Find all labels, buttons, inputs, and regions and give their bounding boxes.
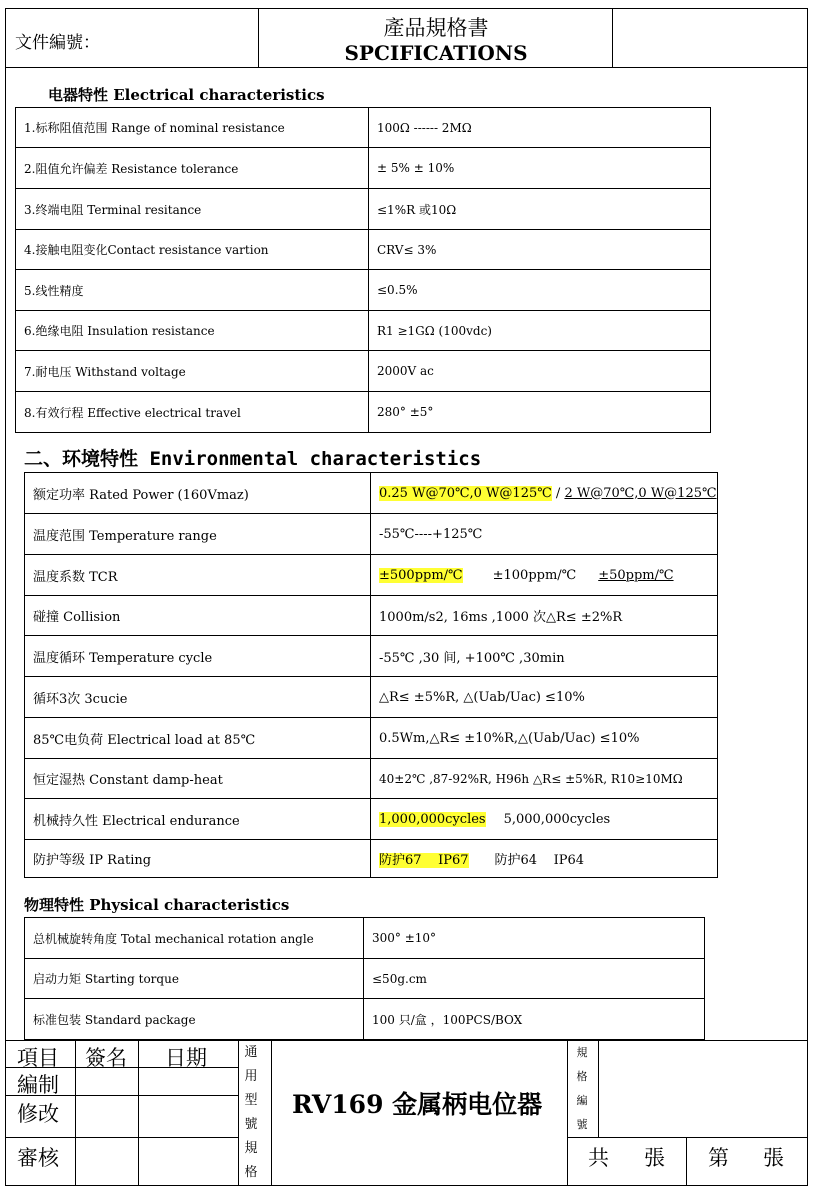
row-value: CRV≤ 3% <box>369 230 711 270</box>
row-value: 2000V ac <box>369 351 711 392</box>
table-row <box>25 840 718 878</box>
row-label: 温度循环 Temperature cycle <box>25 636 371 677</box>
physical-section-title: 物理特性 Physical characteristics <box>24 896 290 914</box>
table-row <box>16 351 711 392</box>
sheet-label-2: 張 <box>763 1146 784 1170</box>
table-row <box>16 189 711 230</box>
highlight-value: 防护67 IP67 <box>379 853 469 868</box>
electrical-table <box>15 107 711 433</box>
row-label: 总机械旋转角度 Total mechanical rotation angle <box>25 918 364 959</box>
row-label: 6.绝缘电阻 Insulation resistance <box>16 311 369 351</box>
value-separator: / <box>551 485 565 501</box>
row-value: 0.5Wm,△R≤ ±10%R,△(Uab/Uac) ≤10% <box>371 718 718 759</box>
row-label: 1.标称阻值范围 Range of nominal resistance <box>16 108 369 148</box>
row-value: -55℃ ,30 间, +100℃ ,30min <box>371 636 718 677</box>
row-value: ± 5% ± 10% <box>369 148 711 189</box>
row-value: 1000m/s2, 16ms ,1000 次△R≤ ±2%R <box>371 596 718 636</box>
row-label: 恒定湿热 Constant damp-heat <box>25 759 371 799</box>
row-label: 温度系数 TCR <box>25 555 371 596</box>
header-divider <box>5 67 808 68</box>
footer-date-label: 日期 <box>165 1046 207 1070</box>
footer-compile-label: 編制 <box>17 1073 59 1097</box>
highlight-value: 0.25 W@70℃,0 W@125℃ <box>379 485 552 501</box>
doc-title-en: SPCIFICATIONS <box>344 41 528 65</box>
row-value: 300° ±10° <box>364 918 705 959</box>
footer-line <box>5 1137 238 1138</box>
row-label: 额定功率 Rated Power (160Vmaz) <box>25 473 371 514</box>
row-label: 启动力矩 Starting torque <box>25 959 364 999</box>
ip-option: 防护64 IP64 <box>494 853 584 868</box>
footer-vline <box>567 1040 568 1186</box>
row-value: ≤1%R 或10Ω <box>369 189 711 230</box>
row-value: 100 只/盒 ，100PCS/BOX <box>364 999 705 1040</box>
row-label: 85℃电负荷 Electrical load at 85℃ <box>25 718 371 759</box>
physical-table <box>24 917 705 1040</box>
row-value: 280° ±5° <box>369 392 711 433</box>
spec-char: 號 <box>576 1118 588 1131</box>
spec-char: 編 <box>576 1094 588 1107</box>
table-row <box>25 473 718 514</box>
footer-vline <box>75 1040 76 1186</box>
row-label: 2.阻值允许偏差 Resistance tolerance <box>16 148 369 189</box>
table-row <box>16 230 711 270</box>
table-row <box>16 270 711 311</box>
row-label: 机械持久性 Electrical endurance <box>25 799 371 840</box>
doc-title-cn: 產品規格書 <box>383 16 489 40</box>
spec-char: 格 <box>576 1070 588 1083</box>
table-row <box>25 918 705 959</box>
product-title: RV169 金属柄电位器 <box>292 1090 543 1119</box>
table-row <box>25 799 718 840</box>
underlined-value: ±50ppm/℃ <box>598 567 674 583</box>
row-value: ≤50g.cm <box>364 959 705 999</box>
row-label: 7.耐电压 Withstand voltage <box>16 351 369 392</box>
table-row <box>16 392 711 433</box>
footer-sign-label: 簽名 <box>85 1046 127 1070</box>
row-label: 防护等级 IP Rating <box>25 840 371 878</box>
model-char: 型 <box>244 1093 258 1108</box>
row-value: R1 ≥1GΩ (100vdc) <box>369 311 711 351</box>
footer-top-line <box>5 1040 808 1041</box>
table-row <box>25 636 718 677</box>
underlined-value: 2 W@70℃,0 W@125℃ <box>564 485 717 501</box>
footer-vline <box>598 1040 599 1137</box>
table-row <box>25 514 718 555</box>
model-char: 通 <box>244 1045 258 1060</box>
footer-audit-label: 審核 <box>17 1146 59 1170</box>
table-row <box>25 718 718 759</box>
row-value <box>371 840 718 878</box>
environmental-section-title: 二、环境特性 Environmental characteristics <box>24 448 482 470</box>
model-char: 格 <box>244 1165 258 1180</box>
environmental-table <box>24 472 718 878</box>
row-value: ≤0.5% <box>369 270 711 311</box>
model-char: 規 <box>244 1141 258 1156</box>
footer-vline <box>271 1040 272 1186</box>
model-char: 號 <box>244 1117 258 1132</box>
model-char: 用 <box>244 1069 258 1084</box>
highlight-value: 1,000,000cycles <box>379 811 486 827</box>
spec-char: 規 <box>576 1046 588 1059</box>
table-row <box>25 596 718 636</box>
row-label: 5.线性精度 <box>16 270 369 311</box>
row-label: 循环3次 3cucie <box>25 677 371 718</box>
nth-label: 第 <box>708 1146 729 1170</box>
table-row <box>25 959 705 999</box>
total-label: 共 <box>588 1146 609 1170</box>
row-label: 3.终端电阻 Terminal resitance <box>16 189 369 230</box>
row-value <box>371 555 718 596</box>
table-row <box>16 108 711 148</box>
footer-vline <box>686 1137 687 1186</box>
table-row <box>25 677 718 718</box>
footer-vline <box>138 1040 139 1186</box>
footer-modify-label: 修改 <box>17 1102 59 1126</box>
row-value: -55℃----+125℃ <box>371 514 718 555</box>
electrical-section-title: 电器特性 Electrical characteristics <box>48 86 325 104</box>
tcr-option: ±100ppm/℃ <box>492 567 577 583</box>
footer-vline <box>238 1040 239 1186</box>
footer-item-label: 項目 <box>17 1046 59 1070</box>
row-label: 8.有效行程 Effective electrical travel <box>16 392 369 433</box>
table-row <box>16 311 711 351</box>
row-value <box>371 473 718 514</box>
row-value: 40±2℃ ,87-92%R, H96h △R≤ ±5%R, R10≥10MΩ <box>371 759 718 799</box>
sheet-label-1: 張 <box>644 1146 665 1170</box>
table-row <box>16 148 711 189</box>
row-value <box>371 799 718 840</box>
row-value: △R≤ ±5%R, △(Uab/Uac) ≤10% <box>371 677 718 718</box>
doc-number-label: 文件編號： <box>15 33 100 53</box>
footer-line <box>567 1137 808 1138</box>
table-row <box>25 999 705 1040</box>
table-row <box>25 555 718 596</box>
row-label: 温度范围 Temperature range <box>25 514 371 555</box>
row-label: 标准包装 Standard package <box>25 999 364 1040</box>
row-label: 碰撞 Collision <box>25 596 371 636</box>
table-row <box>25 759 718 799</box>
row-label: 4.接触电阻变化Contact resistance vartion <box>16 230 369 270</box>
endurance-option: 5,000,000cycles <box>503 811 611 827</box>
row-value: 100Ω ------ 2MΩ <box>369 108 711 148</box>
highlight-value: ±500ppm/℃ <box>379 567 463 583</box>
